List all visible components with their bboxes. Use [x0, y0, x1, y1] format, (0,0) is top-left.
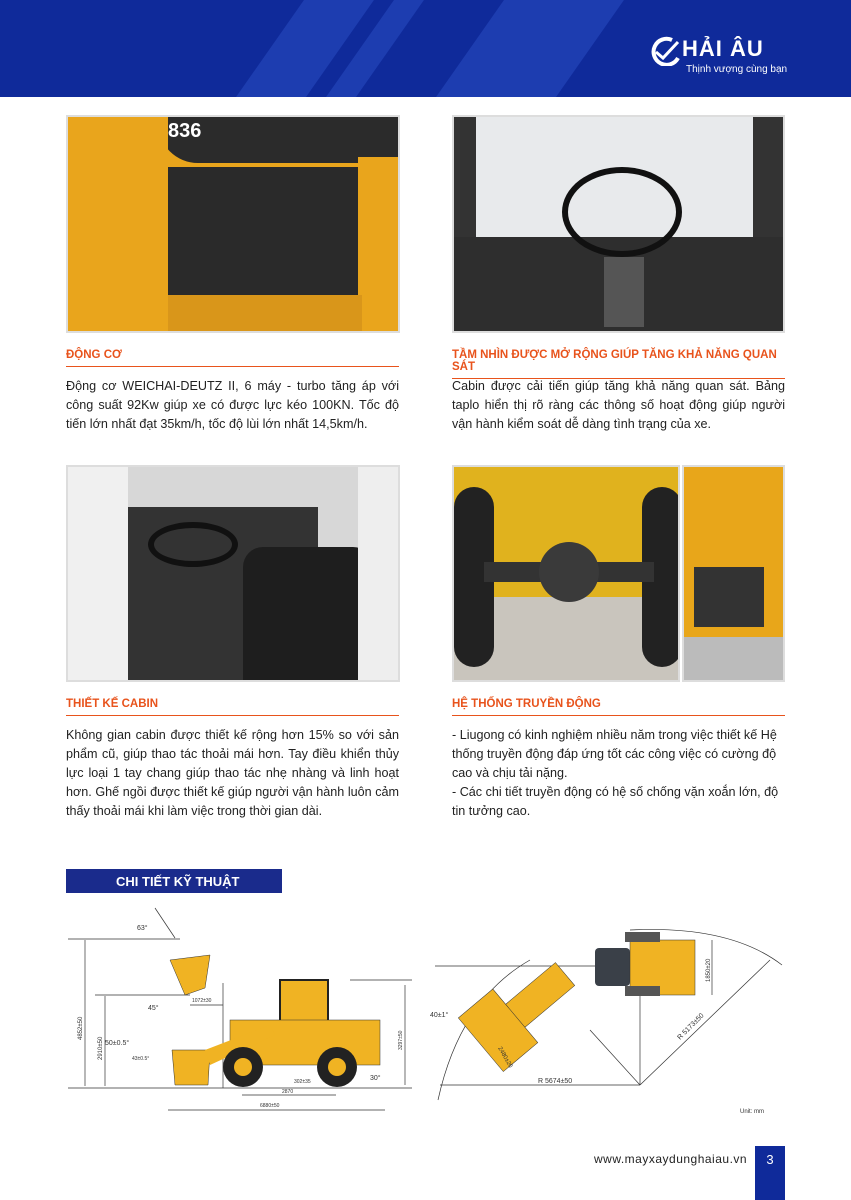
cabin-view-photo [452, 115, 785, 333]
seagull-logo-icon [648, 36, 682, 66]
dim-carry-angle: 43±0.5° [132, 1056, 150, 1062]
header-banner [0, 0, 851, 97]
dim-turning-radius: R 5173±50 [676, 1012, 706, 1042]
drivetrain-photo [452, 465, 680, 682]
dim-overall-length: 6880±50 [260, 1103, 280, 1109]
section-text-drivetrain [452, 726, 785, 821]
section-text-visibility: Cabin được cải tiến giúp tăng khả năng quan sát. Bảng taplo hiển thị rõ ràng các thông số hoạt động giúp người vận hành kiểm soát dễ dàng tình trạng của xe. [452, 379, 785, 431]
section-title-engine: ĐỘNG CƠ [66, 349, 399, 367]
dim-angle-45: 45° [148, 1005, 159, 1012]
dim-dump-angle: 63° [137, 925, 148, 932]
dim-articulation-angle: 40±1° [430, 1012, 449, 1019]
brand-name: HẢI ÂU [682, 36, 764, 61]
unit-label: Unit: mm [740, 1109, 764, 1115]
dim-cab-height: 3297±50 [398, 1030, 404, 1050]
brand-tagline: Thịnh vượng cùng bạn [686, 64, 788, 75]
cabin-interior-photo [66, 465, 400, 682]
page-number: 3 [755, 1146, 785, 1200]
section-title-drivetrain: HỆ THỐNG TRUYỀN ĐỘNG [452, 698, 785, 716]
side-view-diagram [60, 900, 440, 1120]
dim-rollback-angle: 50±0.5° [105, 1040, 130, 1047]
section-text-engine: Động cơ WEICHAI-DEUTZ II, 6 máy - turbo tăng áp với công suất 92Kw giúp xe có được lực kéo 100KN. Tốc độ tiến lớn nhất đạt 35km/h, tốc độ lùi lớn nhất 14,5km/h. [66, 379, 399, 431]
drivetrain-line: - Liugong có kinh nghiệm nhiều năm trong việc thiết kế Hệ thống truyền động đáp ứng tốt các công việc có cường độ cao và chịu tải nặng. [452, 728, 777, 780]
decor-stripe [436, 0, 624, 97]
dim-track-width: 1850±20 [706, 958, 712, 982]
dim-outer-radius: R 5674±50 [538, 1078, 573, 1085]
logo [648, 36, 787, 75]
drivetrain-line: - Các chi tiết truyền động có hệ số chống vặn xoắn lớn, độ tin tưởng cao. [452, 785, 779, 818]
dim-dump-height: 2910±50 [98, 1036, 104, 1060]
drivetrain-detail-photo [682, 465, 785, 682]
dim-departure-angle: 30° [370, 1075, 381, 1082]
website-link[interactable]: www.mayxaydunghaiau.vn [594, 1152, 748, 1166]
section-title-cabin: THIẾT KẾ CABIN [66, 698, 399, 716]
dim-ground-clearance: 302±35 [294, 1079, 311, 1085]
model-number: 836 [168, 120, 202, 142]
dim-bucket-width: 2480±20 [496, 1046, 514, 1070]
dim-reach: 1072±30 [192, 998, 212, 1004]
engine-photo [66, 115, 400, 333]
dim-max-height: 4852±50 [78, 1016, 84, 1040]
section-text-cabin: Không gian cabin được thiết kế rộng hơn 15% so với sản phẩm cũ, giúp thao tác thoải mái hơn. Tay điều khiển thủy lực loại 1 tay chang giúp thao tác nhẹ nhàng và linh hoạt hơn. Ghế ngồi được thiết kế giúp người vận hành luôn cảm thấy thoải mái khi làm việc trong thời gian dài. [66, 728, 399, 818]
spec-title: CHI TIẾT KỸ THUẬT [66, 869, 282, 893]
top-view-diagram [430, 920, 790, 1120]
section-title-visibility: TẦM NHÌN ĐƯỢC MỞ RỘNG GIÚP TĂNG KHẢ NĂNG QUAN SÁT [452, 349, 785, 379]
dim-wheelbase: 2870 [282, 1089, 294, 1095]
